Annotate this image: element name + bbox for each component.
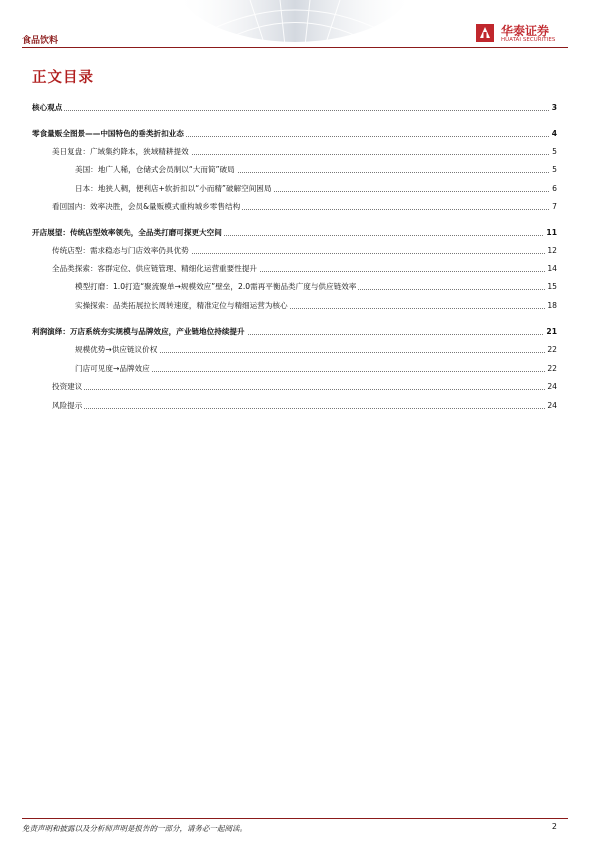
toc-entry-title: 看回国内：效率决胜，会员&量贩模式重构城乡零售结构: [52, 202, 241, 211]
toc-entry-page: 5: [552, 147, 557, 156]
toc-entry-title: 利润演绎：万店系统夯实规模与品牌效应，产业链地位持续提升: [32, 327, 245, 336]
header-divider: [22, 47, 568, 48]
toc-entry[interactable]: [0, 400, 590, 412]
toc-entry[interactable]: [0, 281, 590, 293]
toc-entry[interactable]: [0, 263, 590, 275]
toc-entry-page: 22: [547, 345, 557, 354]
toc-entry-title: 零食量贩全图景——中国特色的垂类折扣业态: [32, 129, 184, 138]
toc-entry-page: 14: [547, 264, 557, 273]
toc-entry-page: 11: [546, 228, 557, 237]
toc-entry-page: 21: [546, 327, 557, 336]
toc-leader-dots: [52, 408, 549, 409]
toc-entry-page: 3: [551, 103, 557, 112]
toc-entry-page: 15: [547, 282, 557, 291]
toc-entry-title: 规模优势→供应链议价权: [75, 345, 158, 354]
toc-leader-dots: [52, 389, 549, 390]
toc-entry-title: 核心观点: [32, 103, 63, 112]
logo-text-cn: 华泰证券: [501, 24, 550, 38]
toc-entry[interactable]: [0, 183, 590, 195]
logo-text-en: HUATAI SECURITIES: [501, 37, 556, 43]
logo-mark-icon: [474, 22, 496, 44]
toc-entry[interactable]: [0, 164, 590, 176]
toc-entry[interactable]: [0, 201, 590, 213]
toc-entry-title: 投资建议: [52, 382, 83, 391]
toc-entry-title: 开店展望：传统店型效率领先，全品类打磨可探更大空间: [32, 228, 222, 237]
toc-entry-page: 22: [547, 364, 557, 373]
toc-entry[interactable]: [0, 326, 590, 338]
toc-leader-dots: [32, 110, 549, 111]
toc-entry-title: 实操探索：品类拓展拉长周转速度，精准定位与精细运营为核心: [75, 301, 288, 310]
toc-entry-title: 全品类探索：客群定位、供应链管理、精细化运营重要性提升: [52, 264, 258, 273]
toc-entry-title: 模型打磨：1.0打造“聚流聚单→规模效应”壁垒，2.0需再平衡品类广度与供应链效率: [75, 282, 357, 291]
toc-entry-title: 风险提示: [52, 401, 83, 410]
section-label: 食品饮料: [22, 36, 59, 46]
toc-entry-title: 美日复盘：广域集约降本，狭域精耕提效: [52, 147, 189, 156]
toc-entry[interactable]: [0, 128, 590, 140]
toc-entry-title: 日本：地狭人稠，便利店+软折扣以“小而精”破解空间困局: [75, 184, 272, 193]
toc-entry[interactable]: [0, 146, 590, 158]
toc-entry-title: 美国：地广人稀，仓储式会员制以“大而简”破局: [75, 165, 235, 174]
toc-entry-page: 18: [547, 301, 557, 310]
toc-entry-page: 24: [547, 401, 557, 410]
footer-divider: [22, 818, 568, 819]
toc-entry-page: 4: [551, 129, 557, 138]
toc-entry[interactable]: [0, 381, 590, 393]
toc-entry-page: 6: [552, 184, 557, 193]
toc-entry[interactable]: [0, 227, 590, 239]
toc-entry-page: 7: [552, 202, 557, 211]
toc-entry-page: 24: [547, 382, 557, 391]
huatai-logo: [474, 21, 574, 47]
page-number: 2: [551, 822, 557, 831]
toc-entry[interactable]: [0, 300, 590, 312]
toc-entry[interactable]: [0, 344, 590, 356]
page-title: 正文目录: [32, 70, 94, 86]
toc-entry-title: 门店可见度→品牌效应: [75, 364, 150, 373]
toc-entry-page: 12: [547, 246, 557, 255]
toc-entry[interactable]: [0, 245, 590, 257]
toc-entry[interactable]: [0, 102, 590, 114]
footer-disclaimer: 免责声明和披露以及分析师声明是报告的一部分，请务必一起阅读。: [22, 824, 247, 833]
toc-entry-title: 传统店型：需求稳态与门店效率仍具优势: [52, 246, 189, 255]
toc-entry-page: 5: [552, 165, 557, 174]
toc-entry[interactable]: [0, 363, 590, 375]
header-globe-graphic: [170, 0, 420, 48]
